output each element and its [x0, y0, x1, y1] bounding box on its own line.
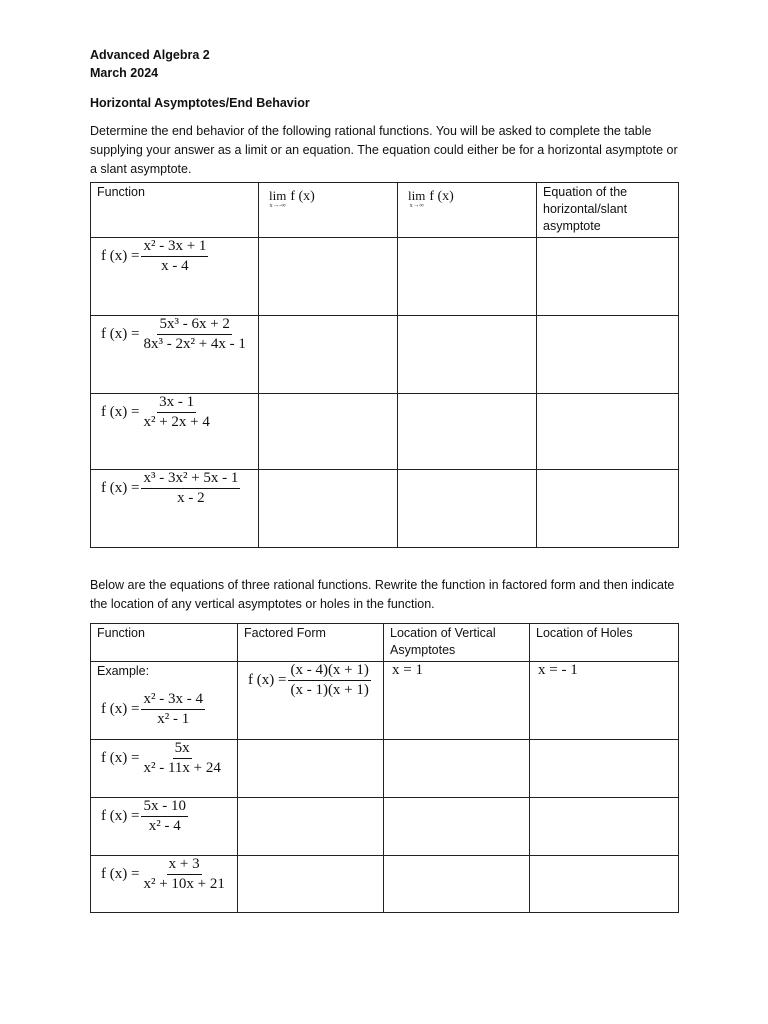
factored-lhs: f (x) =: [248, 672, 287, 688]
denominator: x² + 2x + 4: [143, 414, 210, 430]
answer-cell[interactable]: [384, 740, 530, 798]
numerator: x² - 3x + 1: [141, 238, 208, 257]
worksheet-page: [90, 46, 680, 913]
section1-instructions: Determine the end behavior of the following rational functions. You will be asked to complete the table supplying your answer as a limit or an equation. The equation could either be for a horizontal asymptote or a slant asymptote.: [90, 124, 678, 176]
numerator: 5x: [173, 740, 192, 759]
course-name: Advanced Algebra 2: [90, 48, 210, 62]
table-row: [91, 470, 679, 548]
example-row: [91, 662, 679, 740]
lim-expression: f (x): [290, 189, 315, 204]
numerator: 5x - 10: [141, 798, 188, 817]
answer-cell[interactable]: [537, 316, 679, 394]
function-lhs: f (x) =: [101, 700, 140, 717]
table-header-row: [91, 624, 679, 662]
denominator: x² - 4: [148, 818, 181, 834]
answer-cell[interactable]: [398, 316, 537, 394]
lim-word: lim: [408, 188, 426, 203]
answer-cell[interactable]: [537, 394, 679, 470]
col-function: Function: [97, 185, 145, 199]
date: March 2024: [90, 66, 159, 80]
factored-numerator: (x - 4)(x + 1): [288, 662, 370, 681]
function-lhs: f (x) =: [101, 808, 140, 824]
answer-cell[interactable]: [384, 798, 530, 856]
col-limit-pos-infinity: [398, 183, 536, 212]
denominator: 8x³ - 2x² + 4x - 1: [143, 336, 246, 352]
answer-cell[interactable]: [530, 798, 679, 856]
lim-subscript: x→-∞: [269, 202, 286, 209]
table-row: [91, 798, 679, 856]
answer-cell[interactable]: [537, 238, 679, 316]
col-asymptote-equation: Equation of the horizontal/slant asymptote: [543, 185, 628, 233]
function-lhs: f (x) =: [101, 750, 140, 766]
answer-cell[interactable]: [238, 740, 384, 798]
numerator: 5x³ - 6x + 2: [157, 316, 231, 335]
col-factored-form: Factored Form: [244, 626, 326, 640]
numerator: 3x - 1: [157, 394, 196, 413]
answer-cell[interactable]: [259, 238, 398, 316]
factored-denominator: (x - 1)(x + 1): [290, 682, 369, 698]
denominator: x² + 10x + 21: [143, 876, 225, 892]
col-function: Function: [97, 626, 145, 640]
section2-instructions: Below are the equations of three rational functions. Rewrite the function in factored form and then indicate the location of any vertical asymptotes or holes in the function.: [90, 578, 675, 611]
example-label: Example:: [97, 664, 150, 678]
lim-subscript: x→∞: [409, 202, 424, 209]
denominator: x² - 11x + 24: [143, 760, 221, 776]
denominator: x - 2: [177, 490, 205, 506]
table-header-row: [91, 183, 679, 238]
function-lhs: f (x) =: [101, 248, 140, 264]
answer-cell[interactable]: [238, 798, 384, 856]
numerator: x² - 3x - 4: [141, 691, 205, 710]
lim-word: lim: [269, 188, 287, 203]
numerator: x + 3: [167, 856, 202, 875]
function-lhs: f (x) =: [101, 480, 140, 496]
table-row: [91, 316, 679, 394]
function-lhs: f (x) =: [101, 404, 140, 420]
col-holes: Location of Holes: [536, 626, 633, 640]
numerator: x³ - 3x² + 5x - 1: [141, 470, 240, 489]
lim-expression: f (x): [429, 189, 454, 204]
answer-cell[interactable]: [398, 394, 537, 470]
answer-cell[interactable]: [384, 856, 530, 913]
answer-cell[interactable]: [259, 470, 398, 548]
factored-form-table: [90, 623, 679, 913]
hole-value: x = - 1: [538, 662, 578, 678]
answer-cell[interactable]: [530, 740, 679, 798]
table-row: [91, 394, 679, 470]
vertical-asymptote-value: x = 1: [392, 662, 423, 678]
function-lhs: f (x) =: [101, 326, 140, 342]
col-limit-neg-infinity: [259, 183, 397, 212]
table-row: [91, 740, 679, 798]
denominator: x - 4: [161, 258, 189, 274]
answer-cell[interactable]: [537, 470, 679, 548]
answer-cell[interactable]: [398, 238, 537, 316]
answer-cell[interactable]: [398, 470, 537, 548]
answer-cell[interactable]: [530, 856, 679, 913]
end-behavior-table: [90, 182, 679, 548]
denominator: x² - 1: [157, 710, 190, 727]
table-row: [91, 238, 679, 316]
col-vertical-asymptotes: Location of Vertical Asymptotes: [390, 626, 496, 657]
answer-cell[interactable]: [259, 316, 398, 394]
page-title: Horizontal Asymptotes/End Behavior: [90, 96, 310, 110]
table-row: [91, 856, 679, 913]
function-lhs: f (x) =: [101, 866, 140, 882]
answer-cell[interactable]: [259, 394, 398, 470]
answer-cell[interactable]: [238, 856, 384, 913]
